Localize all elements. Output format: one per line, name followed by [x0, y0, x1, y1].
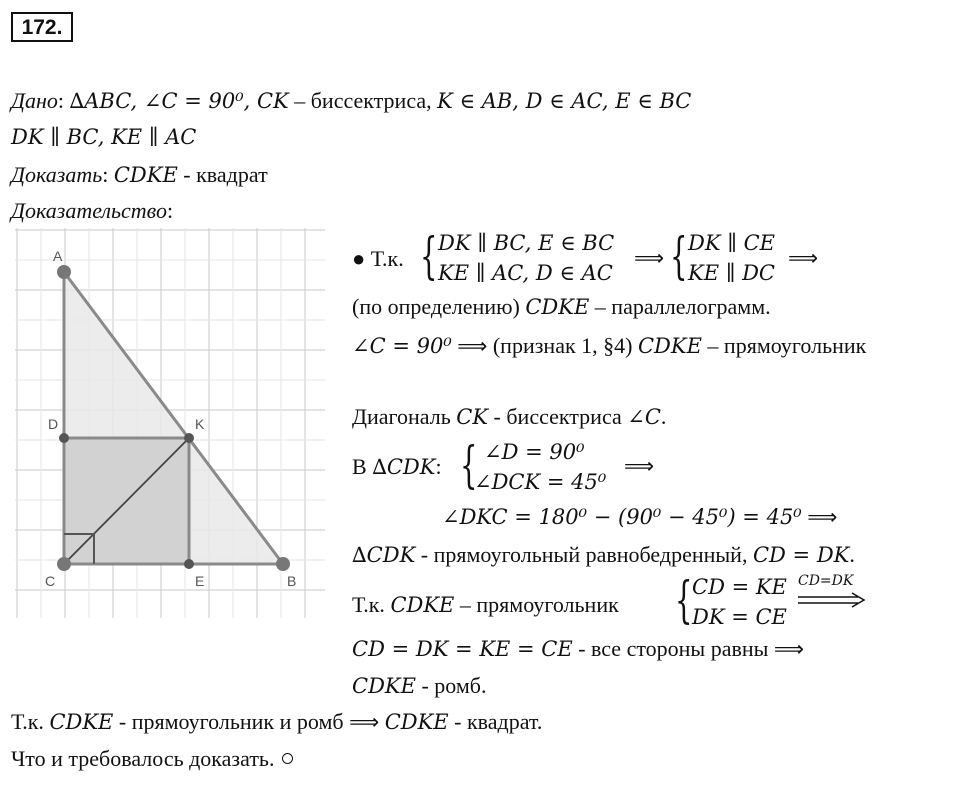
angle-expr-2: CDKE: [637, 334, 702, 358]
diag-angle: ∠C: [627, 405, 661, 429]
tk2-expr: CDKE: [390, 593, 455, 617]
point-a: [57, 265, 71, 279]
final-text: Т.к.: [11, 709, 50, 734]
angle-tail: – прямоугольник: [701, 333, 867, 358]
label-a: A: [53, 248, 63, 264]
qed-text: Что и требовалось доказать.: [11, 746, 275, 771]
def-expr: CDKE: [525, 295, 590, 319]
step-rectangle: [352, 335, 866, 357]
sys1-line-1: DK ∥ BC, E ∈ BC: [438, 231, 615, 255]
step1-tk: ● Т.к.: [352, 246, 404, 271]
geometry-figure: [15, 228, 325, 618]
diag-expr: CK: [456, 405, 489, 429]
in-text: В: [352, 454, 373, 479]
brace-2: {: [670, 227, 688, 285]
brace-3: {: [460, 436, 478, 494]
tk2-tail: – прямоугольник: [454, 592, 619, 617]
given-line-2: DK ∥ BC, KE ∥ AC: [11, 125, 197, 149]
iso-dot: .: [849, 542, 855, 567]
point-b: [276, 557, 290, 571]
long-implies-arrow: [798, 592, 868, 608]
brace-4: {: [675, 571, 693, 629]
point-e: [184, 559, 194, 569]
proof-heading: [11, 200, 173, 222]
sys3-line-2: ∠DCK = 45⁰: [474, 470, 607, 494]
rhomb-expr: CDKE: [352, 674, 416, 698]
implies-arrow-5: ⟹: [807, 505, 838, 529]
step-final: [11, 711, 542, 733]
qed-circle-icon: [282, 753, 293, 764]
proof-label: Доказательство: [11, 198, 167, 223]
step-diagonal: [352, 406, 666, 428]
rhomb-tail: - ромб.: [415, 673, 487, 698]
def-text: (по определению): [352, 294, 526, 319]
label-e: E: [195, 573, 205, 589]
sys2-line-2: KE ∥ DC: [688, 261, 775, 285]
eq-expr: CD = DK = KE = CE: [352, 637, 573, 661]
sys1-line-2: KE ∥ AC, D ∈ AC: [438, 261, 613, 285]
sys4-line-2: DK = CE: [692, 605, 787, 629]
given-expr-2: K ∈ AB, D ∈ AC, E ∈ BC: [437, 89, 692, 113]
angle-expr: ∠C = 90⁰: [352, 334, 452, 358]
diag-dot: .: [660, 404, 667, 429]
tk2-text: Т.к.: [352, 592, 391, 617]
def-tail: – параллелограмм.: [589, 294, 771, 319]
final-tail: - квадрат.: [448, 709, 543, 734]
implies-arrow-3: ⟹: [457, 334, 488, 358]
prove-text: - квадрат: [177, 162, 268, 187]
label-b: B: [287, 573, 297, 589]
implies-arrow-2: ⟹: [788, 246, 819, 270]
step-parallelogram: [352, 296, 771, 318]
eq-tail: - все стороны равны: [572, 636, 774, 661]
diag-tail: - биссектриса: [488, 404, 628, 429]
given-text-1: – биссектриса,: [288, 88, 438, 113]
sys3-line-1: ∠D = 90⁰: [484, 440, 585, 464]
sys2-line-1: DK ∥ CE: [688, 231, 775, 255]
prove-sep: :: [102, 162, 114, 187]
brace-1: {: [420, 227, 438, 285]
in-colon: :: [435, 454, 442, 479]
point-c: [57, 557, 71, 571]
prove-line: [11, 164, 268, 186]
in-expr: ∆CDK: [372, 455, 436, 479]
qed-line: [11, 748, 293, 770]
sys4-arrow-label: CD=DK: [798, 573, 854, 589]
label-k: K: [195, 416, 205, 432]
sys4-line-1: CD = KE: [692, 575, 787, 599]
given-expr-1: ∆ABC, ∠C = 90⁰, CK: [69, 89, 289, 113]
final-mid: - прямоугольник и ромб: [113, 709, 350, 734]
step-rhombus: [352, 675, 486, 697]
diag-text: Диагональ: [352, 404, 457, 429]
point-d: [59, 433, 69, 443]
prove-label: Доказать: [11, 162, 103, 187]
implies-arrow-1: ⟹: [634, 246, 665, 270]
given-sep: :: [57, 88, 70, 113]
given-label: Дано: [11, 88, 58, 113]
implies-arrow-7: ⟹: [349, 710, 380, 734]
label-c: C: [45, 573, 56, 589]
given-line-1: [11, 90, 691, 112]
step-isosceles: [352, 544, 855, 566]
step-dkc: [442, 506, 837, 528]
dkc-line: ∠DKC = 180⁰ − (90⁰ − 45⁰) = 45⁰: [442, 505, 802, 529]
proof-sep: :: [166, 198, 174, 223]
final-expr-2: CDKE: [384, 710, 449, 734]
iso-expr: ∆CDK: [352, 543, 416, 567]
point-k: [184, 433, 194, 443]
angle-text: (признак 1, §4): [487, 333, 638, 358]
implies-arrow-4: ⟹: [624, 454, 655, 478]
step-tk-2: [352, 594, 619, 616]
prove-expr: CDKE: [113, 163, 178, 187]
iso-text: - прямоугольный равнобедренный,: [415, 542, 753, 567]
step-equal-sides: [352, 638, 804, 660]
iso-expr-2: CD = DK: [752, 543, 850, 567]
final-expr: CDKE: [49, 710, 114, 734]
label-d: D: [48, 416, 59, 432]
step-in-cdk: [352, 456, 442, 478]
implies-arrow-6: ⟹: [773, 637, 805, 661]
problem-number: 172.: [11, 12, 73, 42]
